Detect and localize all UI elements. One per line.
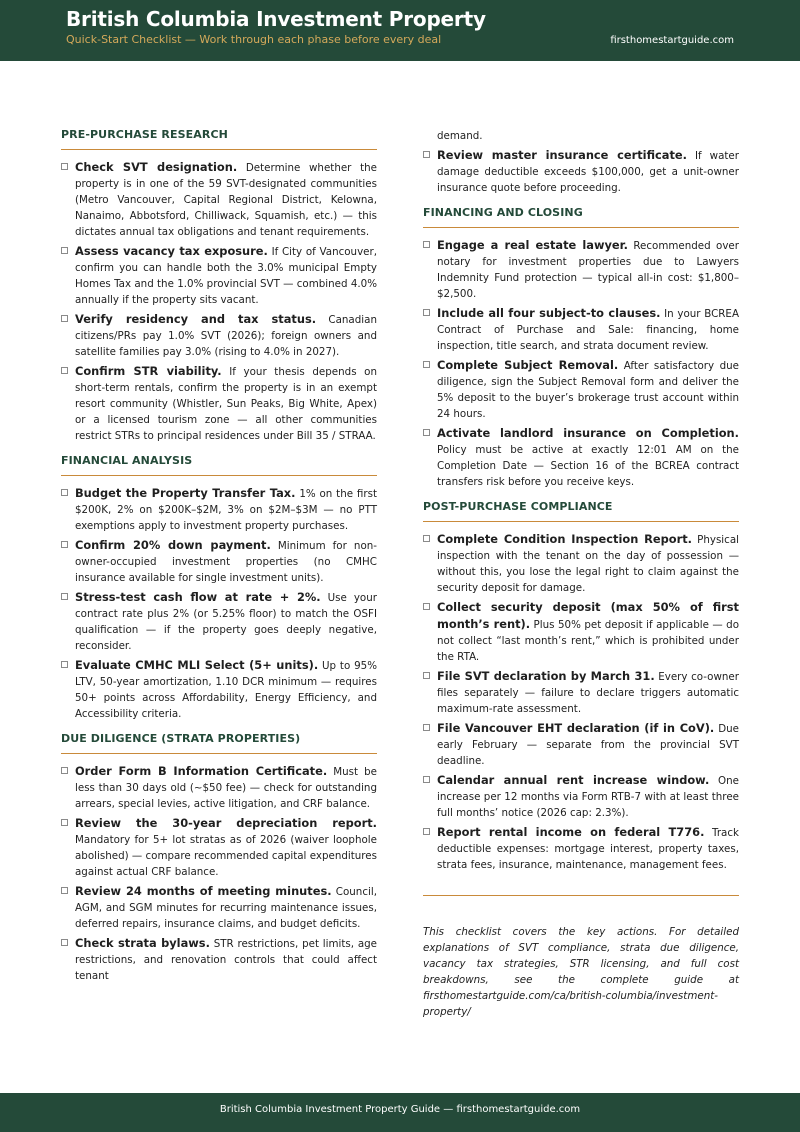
- item-body: Determine whether the property is in one of the 59 SVT-designated communities (Metro Vancouver, Capital Regional District, Kelowna, Nanaimo, Abbotsford, Chilliwack, Squamish, etc.) — this dictates annual tax obligations and tenant requirements.: [75, 162, 377, 238]
- checklist-item: [423, 824, 739, 873]
- checklist-item: [61, 311, 377, 360]
- footer-text: British Columbia Investment Property Guide — firsthomestartguide.com: [219, 1104, 581, 1115]
- section-pre-purchase-research: [61, 128, 377, 444]
- item-title: Order Form B Information Certificate.: [75, 764, 328, 778]
- section-title: FINANCING AND CLOSING: [423, 206, 739, 228]
- checkbox[interactable]: [61, 593, 68, 600]
- item-title: Confirm 20% down payment.: [75, 538, 271, 552]
- section-post-purchase-compliance: [423, 500, 739, 873]
- checkbox[interactable]: [423, 603, 430, 610]
- section-title: PRE-PURCHASE RESEARCH: [61, 128, 377, 150]
- checklist-item: [423, 531, 739, 596]
- checkbox[interactable]: [61, 489, 68, 496]
- section-title: FINANCIAL ANALYSIS: [61, 454, 377, 476]
- checkbox[interactable]: [423, 241, 430, 248]
- item-body: 1% on the first $200K, 2% on $200K–$2M, 3% on $2M–$3M — no PTT exemptions apply to investment property purchases.: [75, 488, 378, 532]
- item-body: Council, AGM, and SGM minutes for recurring maintenance issues, deferred repairs, insurance claims, and budget deficits.: [75, 886, 377, 930]
- checklist-item: [423, 720, 739, 769]
- checklist-item: [423, 357, 739, 422]
- item-title: Activate landlord insurance on Completion.: [437, 426, 739, 440]
- checkbox[interactable]: [61, 163, 68, 170]
- item-title: Verify residency and tax status.: [75, 312, 317, 326]
- item-body: If your thesis depends on short-term rentals, confirm the property is in an exempt resort community (Whistler, Sun Peaks, Big White, Apex) or a licensed tourism zone — all other communities restrict STRs to principal residences under Bill 35 / STRAA.: [75, 366, 378, 442]
- left-column: [61, 128, 377, 994]
- item-title: Budget the Property Transfer Tax.: [75, 486, 296, 500]
- item-title: Review 24 months of meeting minutes.: [75, 884, 332, 898]
- item-body: Policy must be active at exactly 12:01 AM on the Completion Date — Section 16 of the BCREA contract transfers risk before you receive keys.: [437, 444, 739, 488]
- item-body: Recommended over notary for investment properties due to Lawyers Indemnity Fund protection — typical all-in cost: $1,800–$2,500.: [437, 240, 739, 300]
- checkbox[interactable]: [61, 767, 68, 774]
- checkbox[interactable]: [61, 939, 68, 946]
- section-financial-analysis: [61, 454, 377, 722]
- checklist-item: [61, 815, 377, 880]
- item-body: Must be less than 30 days old (~$50 fee) — check for outstanding arrears, special levies, active litigation, and CRF balance.: [75, 766, 377, 810]
- section-due-diligence-continued: [423, 128, 739, 196]
- item-continuation: demand.: [437, 130, 483, 142]
- checklist-item: [423, 668, 739, 717]
- item-title: Collect security deposit (max 50% of first month’s rent).: [437, 600, 739, 631]
- checkbox[interactable]: [423, 535, 430, 542]
- item-title: Confirm STR viability.: [75, 364, 222, 378]
- checklist-item: [61, 883, 377, 932]
- checkbox[interactable]: [61, 819, 68, 826]
- checkbox[interactable]: [423, 776, 430, 783]
- item-body: One increase per 12 months via Form RTB-7 with at least three full months’ notice (2026 cap: 2.3%).: [437, 775, 739, 819]
- checklist-item: [61, 657, 377, 722]
- checkbox[interactable]: [423, 828, 430, 835]
- checkbox[interactable]: [61, 887, 68, 894]
- section-due-diligence: [61, 732, 377, 984]
- checklist-item: [61, 485, 377, 534]
- item-title: Check SVT designation.: [75, 160, 238, 174]
- checklist-item: [423, 425, 739, 490]
- item-title: Calendar annual rent increase window.: [437, 773, 710, 787]
- item-body: If City of Vancouver, confirm you can handle both the 3.0% municipal Empty Homes Tax and the 1.0% provincial SVT — combined 4.0% annually if the property sits vacant.: [75, 246, 378, 306]
- checklist-item: [423, 305, 739, 354]
- item-body: Use your contract rate plus 2% (or 5.25% floor) to match the OSFI qualification — if the property goes deeply negative, reconsider.: [75, 592, 377, 652]
- checklist-item: [61, 935, 377, 984]
- item-body: Up to 95% LTV, 50-year amortization, 1.10 DCR minimum — requires 50+ points across Affordability, Energy Efficiency, and Accessibility criteria.: [75, 660, 377, 720]
- item-title: Evaluate CMHC MLI Select (5+ units).: [75, 658, 319, 672]
- checklist-item: [61, 363, 377, 444]
- checkbox[interactable]: [61, 315, 68, 322]
- item-body: Every co-owner files separately — failure to declare triggers automatic maximum-rate assessment.: [437, 671, 739, 715]
- header-site-link[interactable]: firsthomestartguide.com: [610, 35, 734, 46]
- item-title: File Vancouver EHT declaration (if in CoV).: [437, 721, 715, 735]
- item-body: Physical inspection with the tenant on the day of possession — without this, you lose the legal right to claim against the security deposit for damage.: [437, 534, 739, 594]
- checkbox[interactable]: [61, 661, 68, 668]
- checkbox[interactable]: [423, 724, 430, 731]
- checkbox[interactable]: [423, 672, 430, 679]
- item-title: Report rental income on federal T776.: [437, 825, 705, 839]
- item-title: Review the 30-year depreciation report.: [75, 816, 377, 830]
- item-title: File SVT declaration by March 31.: [437, 669, 655, 683]
- checklist-item: [423, 772, 739, 821]
- item-body: Mandatory for 5+ lot stratas as of 2026 (waiver loophole abolished) — compare recommended capital expenditures against actual CRF balance.: [75, 834, 378, 878]
- checklist-item: [61, 763, 377, 812]
- section-title: DUE DILIGENCE (STRATA PROPERTIES): [61, 732, 377, 754]
- page-footer: [0, 1093, 800, 1132]
- checklist-item: [61, 243, 377, 308]
- item-title: Assess vacancy tax exposure.: [75, 244, 268, 258]
- checklist-item: [61, 159, 377, 240]
- item-title: Complete Condition Inspection Report.: [437, 532, 692, 546]
- item-body: In your BCREA Contract of Purchase and Sale: financing, home inspection, title search, and strata document review.: [437, 308, 739, 352]
- item-body: Canadian citizens/PRs pay 1.0% SVT (2026); foreign owners and satellite families pay 3.0% (rising to 4.0% in 2027).: [75, 314, 377, 358]
- item-title: Check strata bylaws.: [75, 936, 210, 950]
- item-body: After satisfactory due diligence, sign the Subject Removal form and deliver the 5% deposit to the buyer’s brokerage trust account within 24 hours.: [437, 360, 739, 420]
- section-financing-and-closing: [423, 206, 739, 490]
- checkbox[interactable]: [61, 541, 68, 548]
- checkbox[interactable]: [423, 361, 430, 368]
- page-title: British Columbia Investment Property: [66, 7, 486, 31]
- item-title: Include all four subject-to clauses.: [437, 306, 661, 320]
- checklist-item: [423, 237, 739, 302]
- item-body: Minimum for non-owner-occupied investment properties (no CMHC insurance available for single investment units).: [75, 540, 377, 584]
- closing-note: This checklist covers the key actions. For detailed explanations of SVT compliance, strata due diligence, vacancy tax strategies, STR licensing, and full cost breakdowns, see the complete guide at firsthomestartguide.com/ca/british-columbia/investment-property/: [423, 926, 739, 1018]
- checklist-item: [423, 599, 739, 665]
- checkbox[interactable]: [423, 151, 430, 158]
- checkbox[interactable]: [423, 309, 430, 316]
- divider: [423, 895, 739, 896]
- item-body: STR restrictions, pet limits, age restrictions, and renovation controls that could affect tenant: [75, 938, 378, 982]
- item-body: Due early February — separate from the provincial SVT deadline.: [437, 723, 739, 767]
- item-title: Complete Subject Removal.: [437, 358, 619, 372]
- item-title: Stress-test cash flow at rate + 2%.: [75, 590, 321, 604]
- item-title: Review master insurance certificate.: [437, 148, 687, 162]
- item-title: Engage a real estate lawyer.: [437, 238, 628, 252]
- page-subtitle: Quick-Start Checklist — Work through each phase before every deal: [66, 33, 442, 46]
- right-column: [423, 128, 739, 1020]
- checklist-item: [61, 537, 377, 586]
- checklist-item: [423, 147, 739, 196]
- section-title: POST-PURCHASE COMPLIANCE: [423, 500, 739, 522]
- checkbox[interactable]: [61, 247, 68, 254]
- item-body: If water damage deductible exceeds $100,000, get a unit-owner insurance quote before proceeding.: [437, 150, 740, 194]
- item-body: Track deductible expenses: mortgage interest, property taxes, strata fees, insurance, maintenance, management fees.: [437, 827, 739, 871]
- checkbox[interactable]: [423, 429, 430, 436]
- page-header: [0, 0, 800, 61]
- item-body: Plus 50% pet deposit if applicable — do not collect “last month’s rent,” which is prohibited under the RTA.: [437, 619, 739, 663]
- checklist-item: [61, 589, 377, 654]
- checkbox[interactable]: [61, 367, 68, 374]
